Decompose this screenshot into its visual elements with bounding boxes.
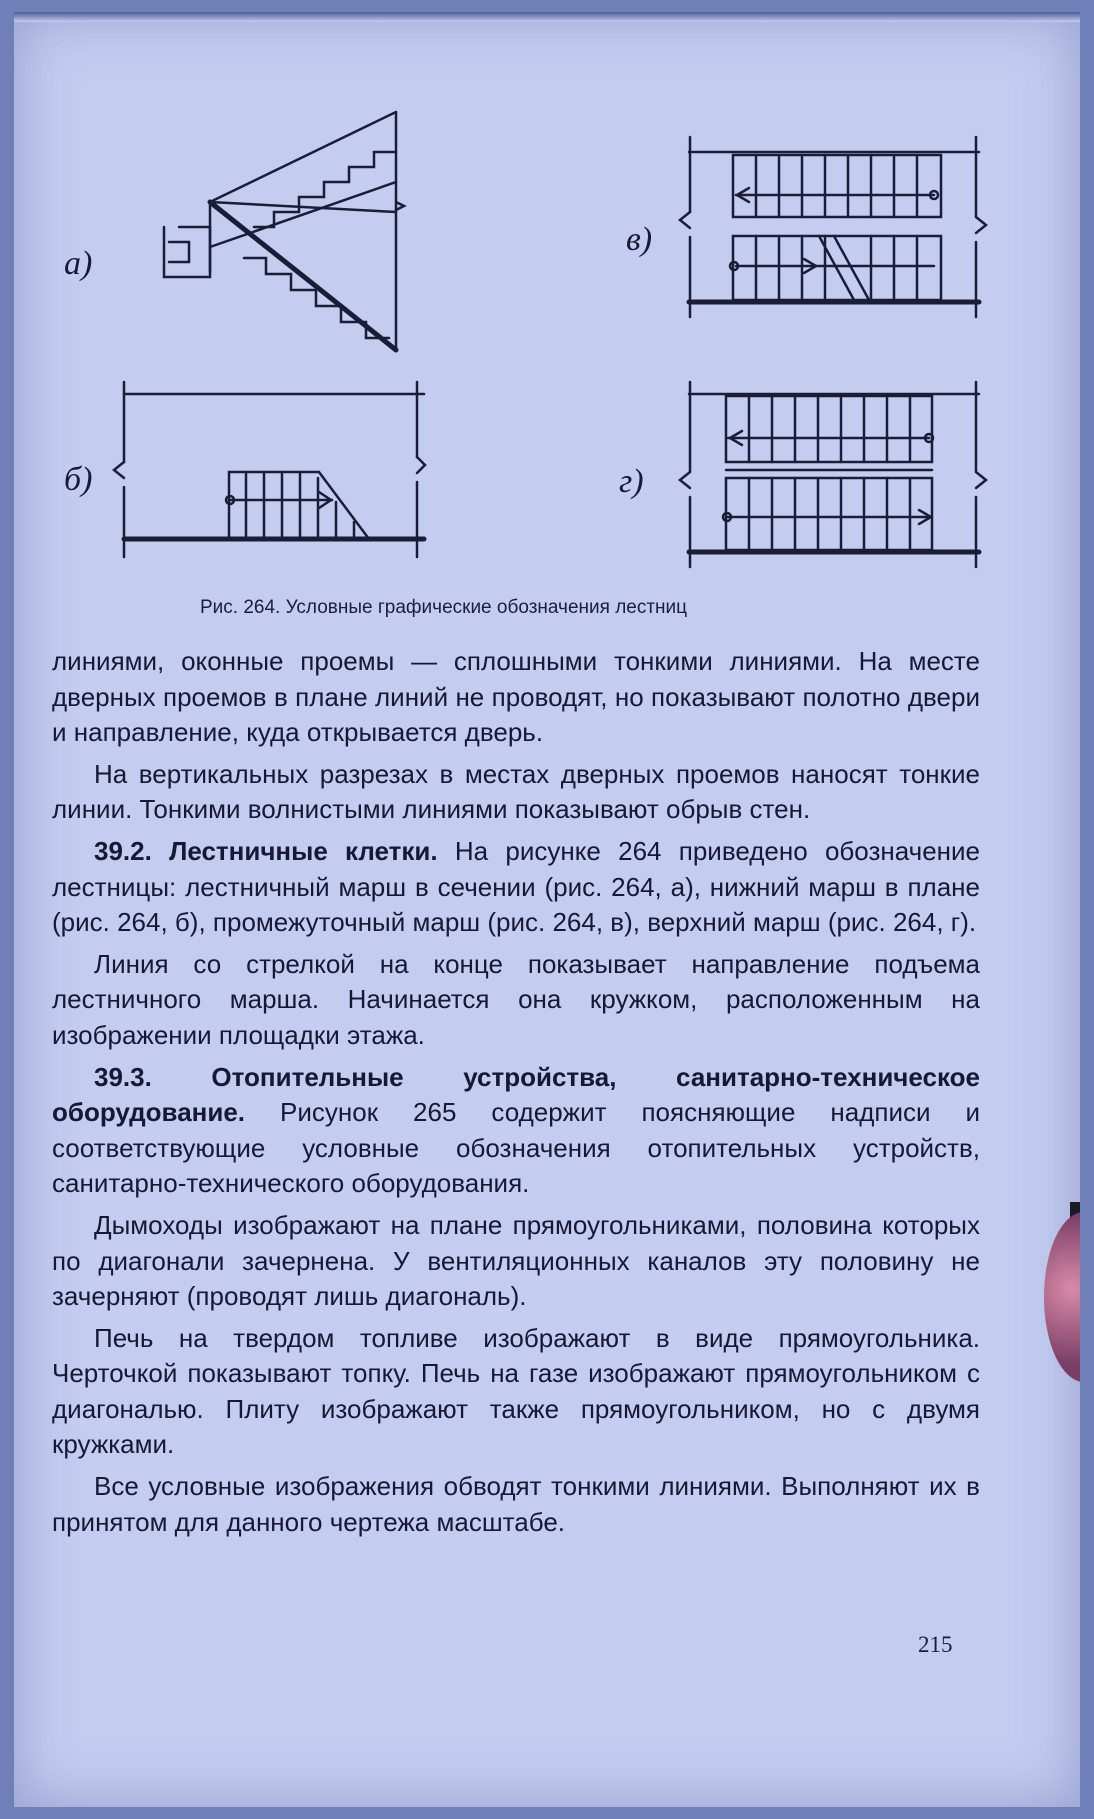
stair-symbols-drawing [14, 12, 1080, 612]
paragraph: На вертикальных разрезах в местах дверных проемов наносят тонкие линии. Тонкими волнистыми линиями показывают обрыв стен. [52, 758, 980, 825]
label-v: в) [626, 221, 653, 258]
label-b: б) [64, 461, 93, 498]
stair-upper-flight-plan [680, 382, 986, 567]
label-g: г) [619, 463, 644, 500]
book-page [14, 12, 1080, 1807]
section-heading: 39.2. Лестничные клетки. [94, 835, 438, 866]
paragraph: Печь на твердом топливе изображают в виде прямоугольника. Черточкой показывают топку. Печь на газе изображают прямоугольником с диагональю. Плиту изображают также прямоугольником, но с двумя кружками. [52, 1322, 980, 1460]
paragraph: линиями, оконные проемы — сплошными тонкими линиями. На месте дверных проемов в плане линий не проводят, но показывают полотно двери и направление, куда открывается дверь. [52, 646, 980, 748]
paragraph-text: На рисунке 264 приведено обозначение лестницы: лестничный марш в сечении (рис. 264, а), нижний марш в плане (рис. 264, б), промежуточный марш (рис. 264, в), верхний марш (рис. 264, г). [52, 835, 980, 938]
section-heading: 39.3. Отопительные устройства, санитарно-техническое оборудование. [52, 1061, 980, 1128]
figure-caption: Рис. 264. Условные графические обозначения лестниц [200, 597, 688, 618]
label-a: а) [64, 245, 93, 282]
page-number: 215 [918, 1632, 953, 1657]
body-text [52, 644, 980, 1546]
figure-264 [14, 12, 1080, 612]
paragraph-text: Рисунок 265 содержит поясняющие надписи и соответствующие условные обозначения отопительных устройств, санитарно-технического оборудования. [52, 1097, 980, 1199]
stair-intermediate-flight-plan [680, 137, 986, 317]
paragraph [52, 1060, 980, 1202]
stair-lower-flight-plan [114, 382, 425, 557]
paragraph [52, 834, 980, 941]
paragraph: Линия со стрелкой на конце показывает направление подъема лестничного марша. Начинается она кружком, расположенным на изображении площадки этажа. [52, 948, 980, 1050]
stair-section-drawing [164, 112, 404, 350]
paragraph: Дымоходы изображают на плане прямоугольниками, половина которых по диагонали зачернена. У вентиляционных каналов эту половину не зачерняют (проводят лишь диагональ). [52, 1209, 980, 1312]
finger-overlay [1044, 1212, 1080, 1382]
paragraph: Все условные изображения обводят тонкими линиями. Выполняют их в принятом для данного чертежа масштабе. [52, 1471, 980, 1537]
